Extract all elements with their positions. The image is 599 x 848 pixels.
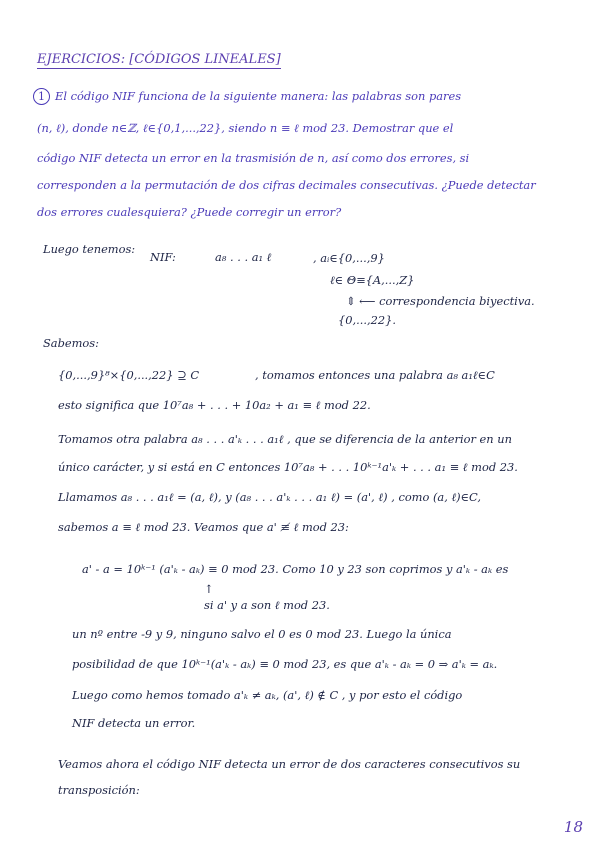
line-s1a: {0,...,9}⁸×{0,...,22} ⊇ C [58,368,200,382]
line-s7: a' - a = 10ᵏ⁻¹ (a'ₖ - aₖ) ≡ 0 mod 23. Como 10 y 23 son coprimos y a'ₖ - aₖ es [82,562,509,576]
line-s14: transposición: [58,783,140,797]
exercise-line-4: corresponden a la permutación de dos cifras decimales consecutivas. ¿Puede detectar [37,178,536,192]
line-s13: Veamos ahora el código NIF detecta un error de dos caracteres consecutivos su [58,757,521,771]
line-s2: esto significa que 10⁷a₈ + . . . + 10a₂ + a₁ ≡ ℓ mod 22. [58,398,371,412]
nif-bijection: ⇕ ⟵ correspondencia biyectiva. [346,294,535,308]
nif-letter-condition: ℓ∈ Θ≡{A,...,Z} [330,273,415,287]
line-s5: Llamamos a₈ . . . a₁ℓ = (a, ℓ), y (a₈ . . . a'ₖ . . . a₁ ℓ) = (a', ℓ) , como (a, ℓ)∈C, [58,490,481,504]
line-s8: si a' y a son ℓ mod 23. [204,598,330,612]
exercise-number-badge: 1 [33,88,50,105]
line-s9: un nº entre -9 y 9, ninguno salvo el 0 es 0 mod 23. Luego la única [72,627,452,641]
luego-tenemos: Luego tenemos: [43,242,136,256]
sabemos: Sabemos: [43,336,99,350]
line-s1b: , tomamos entonces una palabra a₈ a₁ℓ∈C [255,368,495,382]
exercise-line-2: (n, ℓ), donde n∈ℤ, ℓ∈{0,1,...,22}, siendo n ≡ ℓ mod 23. Demostrar que el [37,121,454,135]
nif-label: NIF: [150,250,176,264]
page-title: EJERCICIOS: [CÓDIGOS LINEALES] [37,52,281,67]
exercise-line-1: 1 El código NIF funciona de la siguiente manera: las palabras son pares [33,88,461,105]
page-number: 18 [563,818,583,836]
line-s11: Luego como hemos tomado a'ₖ ≠ aₖ, (a', ℓ) ∉ C , y por esto el código [72,688,463,702]
nif-digit-condition: , aᵢ∈{0,...,9} [313,251,385,265]
nif-residues: {0,...,22}. [338,313,396,327]
line-s12: NIF detecta un error. [72,716,196,730]
exercise-line-5: dos errores cualesquiera? ¿Puede corregir un error? [37,205,342,219]
line-s3: Tomamos otra palabra a₈ . . . a'ₖ . . . a₁ℓ , que se diferencia de la anterior en un [58,432,512,446]
line-s10: posibilidad de que 10ᵏ⁻¹(a'ₖ - aₖ) ≡ 0 mod 23, es que a'ₖ - aₖ = 0 ⇒ a'ₖ = aₖ. [72,657,498,671]
nif-word: a₈ . . . a₁ ℓ [215,250,272,264]
exercise-line-3: código NIF detecta un error en la trasmisión de n, así como dos errores, si [37,151,470,165]
line-s4: único carácter, y si está en C entonces 10⁷a₈ + . . . 10ᵏ⁻¹a'ₖ + . . . a₁ ≡ ℓ mod 23. [58,460,518,474]
line-s6: sabemos a ≡ ℓ mod 23. Veamos que a' ≢ ℓ mod 23: [58,520,349,534]
line-s8-arrow: ↑ [204,582,214,596]
